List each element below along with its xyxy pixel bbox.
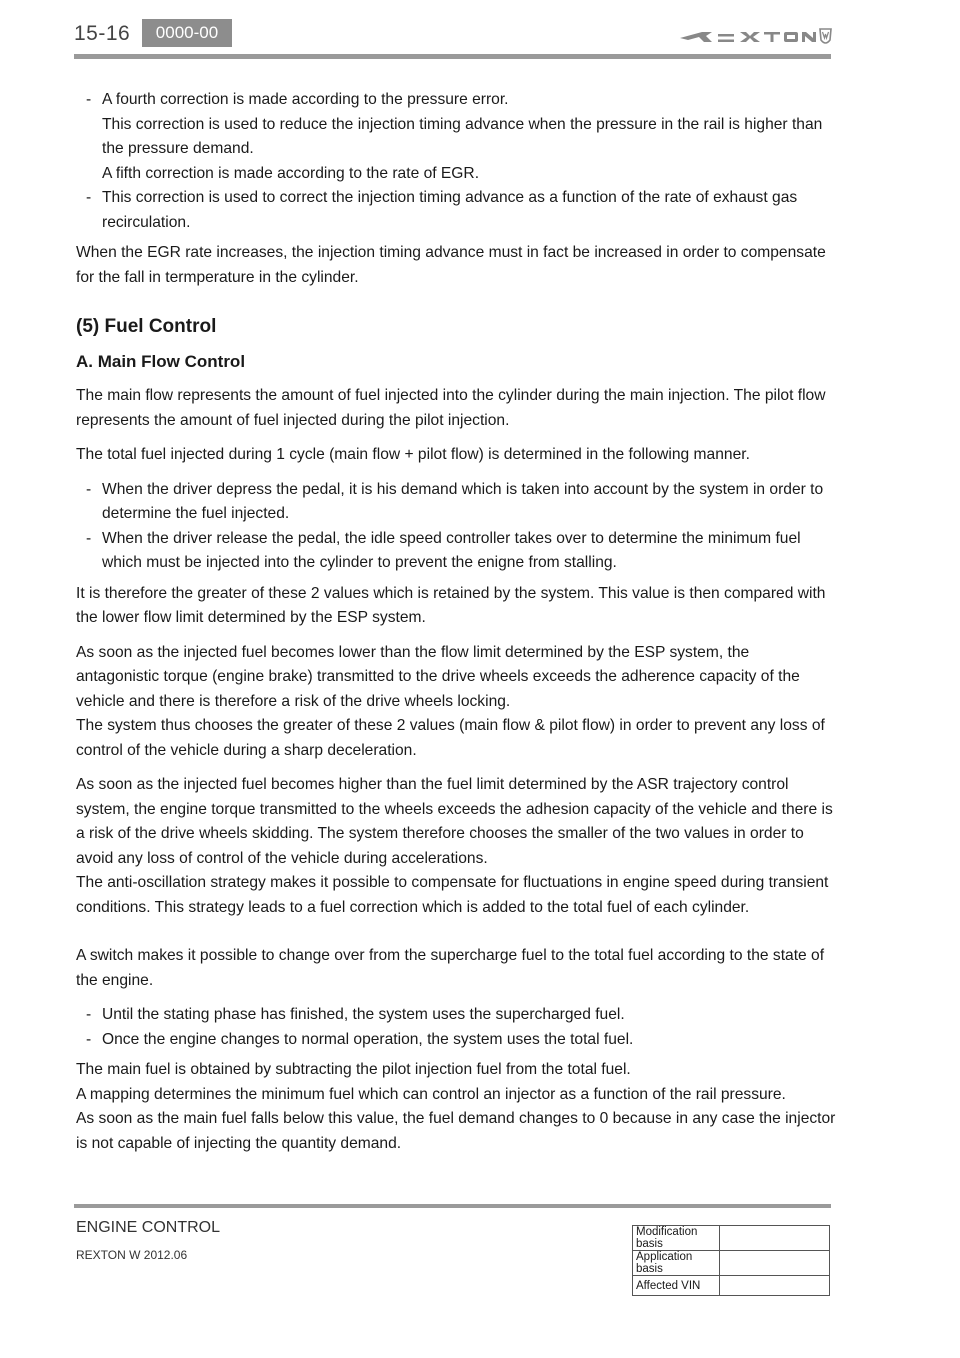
dash-marker: - <box>86 1030 92 1048</box>
list-item: - When the driver depress the pedal, it is his demand which is taken into account by the system in order to determine the fuel injected. <box>76 478 836 527</box>
page-content <box>76 88 836 1166</box>
footer-rule <box>74 1204 831 1208</box>
subsection-title: A. Main Flow Control <box>76 352 246 371</box>
table-cell-value <box>720 1276 830 1296</box>
table-cell-value <box>720 1226 830 1251</box>
list-item: - This correction is used to correct the injection timing advance as a function of the rate of exhaust gas recirculation. <box>76 186 836 235</box>
page-number: 15-16 <box>74 22 131 45</box>
table-row <box>633 1251 830 1276</box>
section-code-badge: 0000-00 <box>142 19 232 47</box>
dash-marker: - <box>86 480 92 498</box>
table-cell-label: Affected VIN <box>633 1276 720 1296</box>
header-rule <box>74 54 831 59</box>
dash-marker: - <box>86 1006 92 1023</box>
paragraph-asr: As soon as the injected fuel becomes higher than the fuel limit determined by the ASR trajectory control system, the engine torque transmitted to the wheels exceeds the adhesion capacity of the vehicle and there is a risk of the drive wheels skidding. The system therefore chooses the smaller of the two values in order to avoid any loss of control of the vehicle during accelerations. The anti-oscillation strategy makes it possible to compensate for fluctuations in engine speed during transient conditions. This strategy leads to a fuel correction which is added to the total fuel of each cylinder. <box>76 776 833 916</box>
table-row <box>633 1226 830 1251</box>
rexton-logo <box>680 24 832 55</box>
paragraph-switch: A switch makes it possible to change over from the supercharge fuel to the total fuel according to the state of the engine. <box>76 947 825 989</box>
paragraph-greater-value: It is therefore the greater of these 2 values which is retained by the system. This value is then compared with the lower flow limit determined by the ESP system. <box>76 584 826 626</box>
table-cell-label: Application basis <box>633 1251 720 1276</box>
table-row <box>633 1276 830 1296</box>
footer-chapter-title: ENGINE CONTROL <box>76 1219 221 1236</box>
list-item-continuation: A fifth correction is made according to the rate of EGR. <box>102 164 480 182</box>
table-cell-label: Modification basis <box>633 1226 720 1251</box>
table-cell-value <box>720 1251 830 1276</box>
paragraph-main-fuel: The main fuel is obtained by subtracting the pilot injection fuel from the total fuel. A mapping determines the minimum fuel which can control an injector as a function of the rail pressure. As soon as the main fuel falls below this value, the fuel demand changes to 0 because in any case the injector is not capable of injecting the quantity demand. <box>76 1061 836 1152</box>
paragraph-esp: As soon as the injected fuel becomes lower than the flow limit determined by the ESP system, the antagonistic torque (engine brake) transmitted to the drive wheels exceeds the adherence capacity of the vehicle and there is therefore a risk of the drive wheels locking. The system thus chooses the greater of these 2 values (main flow & pilot flow) in order to prevent any loss of control of the vehicle during a sharp deceleration. <box>76 643 825 759</box>
section-title: (5) Fuel Control <box>76 316 217 337</box>
dash-marker: - <box>86 189 92 206</box>
paragraph-main-flow: The main flow represents the amount of fuel injected into the cylinder during the main injection. The pilot flow represents the amount of fuel injected during the pilot injection. <box>76 387 826 429</box>
footer-model-date: REXTON W 2012.06 <box>76 1248 188 1262</box>
list-item: - Once the engine changes to normal operation, the system uses the total fuel. <box>76 1028 836 1053</box>
switch-list <box>76 1003 836 1052</box>
dash-marker: - <box>86 529 92 547</box>
driver-list <box>76 478 836 576</box>
correction-list <box>76 88 836 235</box>
list-item: - Until the stating phase has finished, the system uses the supercharged fuel. <box>76 1003 836 1028</box>
paragraph-egr: When the EGR rate increases, the injection timing advance must in fact be increased in order to compensate for the fall in termperature in the cylinder. <box>76 244 826 286</box>
dash-marker: - <box>86 91 92 108</box>
list-item-continuation: This correction is used to reduce the injection timing advance when the pressure in the rail is higher than the pressure demand. <box>102 115 823 157</box>
paragraph-total-fuel: The total fuel injected during 1 cycle (main flow + pilot flow) is determined in the following manner. <box>76 446 750 463</box>
list-item: - A fourth correction is made according to the pressure error. <box>76 88 836 113</box>
modification-table <box>632 1225 830 1296</box>
rexton-logo-icon <box>680 24 832 50</box>
list-item: - When the driver release the pedal, the idle speed controller takes over to determine the minimum fuel which must be injected into the cylinder to prevent the enigne from stalling. <box>76 527 836 576</box>
